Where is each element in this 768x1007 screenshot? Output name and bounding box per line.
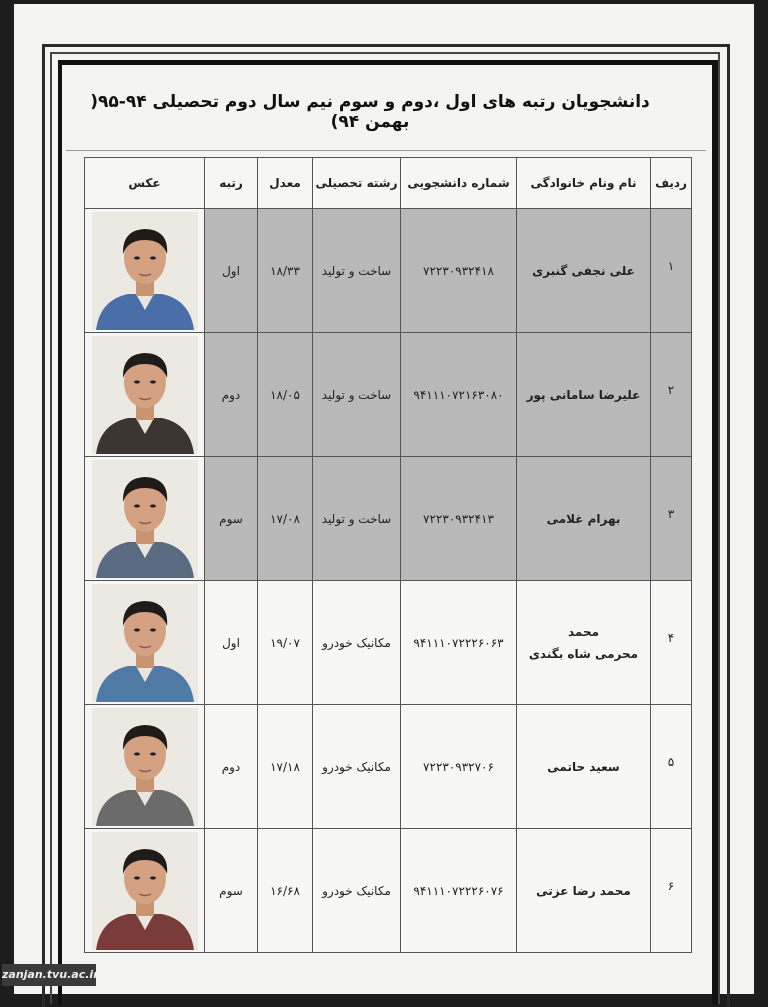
gpa-cell: ۱۸/۳۳ — [258, 209, 313, 333]
gpa-cell: ۱۷/۰۸ — [258, 457, 313, 581]
student-photo — [92, 708, 198, 826]
photo-cell — [85, 333, 205, 457]
major-cell: مکانیک خودرو — [313, 581, 401, 705]
portrait-image — [92, 584, 198, 702]
major-cell: ساخت و تولید — [313, 457, 401, 581]
document-title: دانشجویان رتبه های اول ،دوم و سوم نیم سال دوم تحصیلی ۹۴-۹۵( بهمن ۹۴) — [90, 92, 650, 132]
header-student-id: شماره دانشجویی — [401, 158, 517, 209]
major-cell: ساخت و تولید — [313, 333, 401, 457]
table-row — [85, 209, 692, 333]
student-name-cell: محمد رضا عزتی — [517, 829, 651, 953]
portrait-image — [92, 832, 198, 950]
rank-cell: سوم — [205, 457, 258, 581]
student-photo — [92, 584, 198, 702]
gpa-cell: ۱۷/۱۸ — [258, 705, 313, 829]
major-cell: ساخت و تولید — [313, 209, 401, 333]
photo-cell — [85, 209, 205, 333]
table-row — [85, 333, 692, 457]
portrait-image — [92, 336, 198, 454]
student-name-cell: سعید حاتمی — [517, 705, 651, 829]
photo-cell — [85, 705, 205, 829]
header-gpa: معدل — [258, 158, 313, 209]
student-id-cell: ۹۴۱۱۱۰۷۲۲۲۶۰۶۳ — [401, 581, 517, 705]
rank-cell: اول — [205, 209, 258, 333]
student-name-line: محمد — [567, 624, 600, 639]
student-id-cell: ۷۲۲۳۰۹۳۲۴۱۳ — [401, 457, 517, 581]
photo-cell — [85, 829, 205, 953]
portrait-image — [92, 460, 198, 578]
table-row — [85, 581, 692, 705]
student-photo — [92, 212, 198, 330]
rank-cell: دوم — [205, 333, 258, 457]
row-number-cell: ۲ — [651, 333, 692, 457]
gpa-cell: ۱۹/۰۷ — [258, 581, 313, 705]
header-major: رشته تحصیلی — [313, 158, 401, 209]
row-number-cell: ۳ — [651, 457, 692, 581]
site-logo: zanjan.tvu.ac.ir — [2, 964, 96, 986]
photo-cell — [85, 457, 205, 581]
portrait-image — [92, 212, 198, 330]
gpa-cell: ۱۶/۶۸ — [258, 829, 313, 953]
title-divider — [66, 150, 706, 151]
student-id-cell: ۷۲۲۳۰۹۳۲۷۰۶ — [401, 705, 517, 829]
ranking-table — [84, 157, 692, 953]
student-photo — [92, 336, 198, 454]
row-number-cell: ۵ — [651, 705, 692, 829]
student-name-line: محرمی شاه بگندی — [528, 646, 639, 661]
row-number-cell: ۱ — [651, 209, 692, 333]
major-cell: مکانیک خودرو — [313, 829, 401, 953]
student-photo — [92, 460, 198, 578]
student-photo — [92, 832, 198, 950]
header-rank: رتبه — [205, 158, 258, 209]
row-number-cell: ۴ — [651, 581, 692, 705]
rank-cell: دوم — [205, 705, 258, 829]
student-id-cell: ۹۴۱۱۱۰۷۲۲۲۶۰۷۶ — [401, 829, 517, 953]
header-photo: عکس — [85, 158, 205, 209]
rank-cell: سوم — [205, 829, 258, 953]
table-row — [85, 829, 692, 953]
portrait-image — [92, 708, 198, 826]
student-id-cell: ۹۴۱۱۱۰۷۲۱۶۳۰۸۰ — [401, 333, 517, 457]
student-name-cell: علی نجفی گنبری — [517, 209, 651, 333]
student-id-cell: ۷۲۲۳۰۹۳۲۴۱۸ — [401, 209, 517, 333]
table-header-row — [85, 158, 692, 209]
gpa-cell: ۱۸/۰۵ — [258, 333, 313, 457]
header-name: نام ونام خانوادگی — [517, 158, 651, 209]
student-name-cell: بهرام غلامی — [517, 457, 651, 581]
header-row-number: ردیف — [651, 158, 692, 209]
major-cell: مکانیک خودرو — [313, 705, 401, 829]
student-name-cell: علیرضا سامانی پور — [517, 333, 651, 457]
photo-cell — [85, 581, 205, 705]
student-name-cell — [517, 581, 651, 705]
row-number-cell: ۶ — [651, 829, 692, 953]
table-row — [85, 705, 692, 829]
rank-cell: اول — [205, 581, 258, 705]
table-row — [85, 457, 692, 581]
